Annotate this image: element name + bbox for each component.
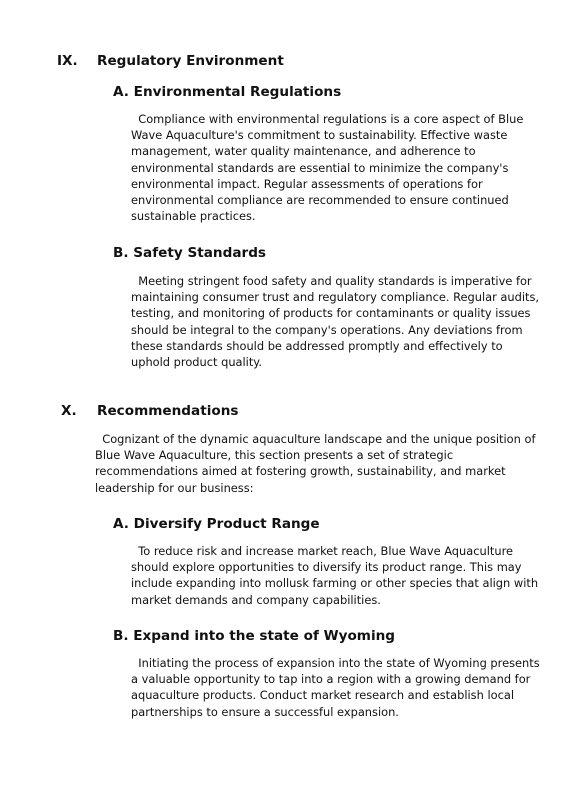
paragraph-wyoming [131, 655, 540, 720]
text-line: environmental compliance are recommended to ensure continued [131, 193, 509, 208]
section-number: IX. [57, 53, 78, 69]
text-line: should explore opportunities to diversify its product range. This may [131, 560, 522, 575]
subsection-heading-wyoming: B. Expand into the state of Wyoming [113, 628, 396, 644]
text-line: Meeting stringent food safety and quality standards is imperative for [131, 274, 532, 288]
text-line: uphold product quality. [131, 355, 263, 370]
text-line: include expanding into mollusk farming or other species that align with [131, 576, 539, 591]
text-line: leadership for our business: [95, 480, 254, 495]
subsection-heading-environmental: A. Environmental Regulations [113, 84, 342, 100]
text-line: should be integral to the company's operations. Any deviations from [131, 322, 523, 337]
text-line: Blue Wave Aquaculture, this section presents a set of strategic [95, 448, 454, 463]
text-line: Initiating the process of expansion into the state of Wyoming presents [131, 656, 540, 670]
section-number: X. [61, 403, 77, 419]
section-heading-recommendations [61, 402, 238, 420]
text-line: recommendations aimed at fostering growth, sustainability, and market [95, 464, 506, 479]
subsection-heading-safety: B. Safety Standards [113, 245, 267, 261]
paragraph-recommendations-intro [95, 431, 535, 496]
text-line: environmental standards are essential to minimize the company's [131, 160, 509, 175]
text-line: To reduce risk and increase market reach, Blue Wave Aquaculture [131, 544, 514, 558]
text-line: environmental impact. Regular assessments of operations for [131, 176, 483, 191]
text-line: market demands and company capabilities. [131, 592, 381, 607]
section-title: Recommendations [97, 403, 239, 419]
paragraph-diversify [131, 543, 538, 608]
text-line: Compliance with environmental regulations is a core aspect of Blue [131, 112, 524, 126]
text-line: maintaining consumer trust and regulatory compliance. Regular audits, [131, 290, 540, 305]
text-line: partnerships to ensure a successful expansion. [131, 704, 399, 719]
section-title: Regulatory Environment [97, 53, 284, 69]
text-line: Cognizant of the dynamic aquaculture landscape and the unique position of [95, 432, 536, 446]
text-line: these standards should be addressed promptly and effectively to [131, 338, 503, 353]
text-line: aquaculture products. Conduct market research and establish local [131, 688, 514, 703]
section-heading-regulatory [57, 52, 284, 70]
subsection-heading-diversify: A. Diversify Product Range [113, 516, 320, 532]
text-line: a valuable opportunity to tap into a region with a growing demand for [131, 672, 531, 687]
text-line: testing, and monitoring of products for contaminants or quality issues [131, 306, 531, 321]
paragraph-environmental [131, 111, 523, 224]
text-line: management, water quality maintenance, and adherence to [131, 144, 476, 159]
paragraph-safety [131, 273, 539, 370]
text-line: sustainable practices. [131, 209, 256, 224]
text-line: Wave Aquaculture's commitment to sustainability. Effective waste [131, 128, 508, 143]
